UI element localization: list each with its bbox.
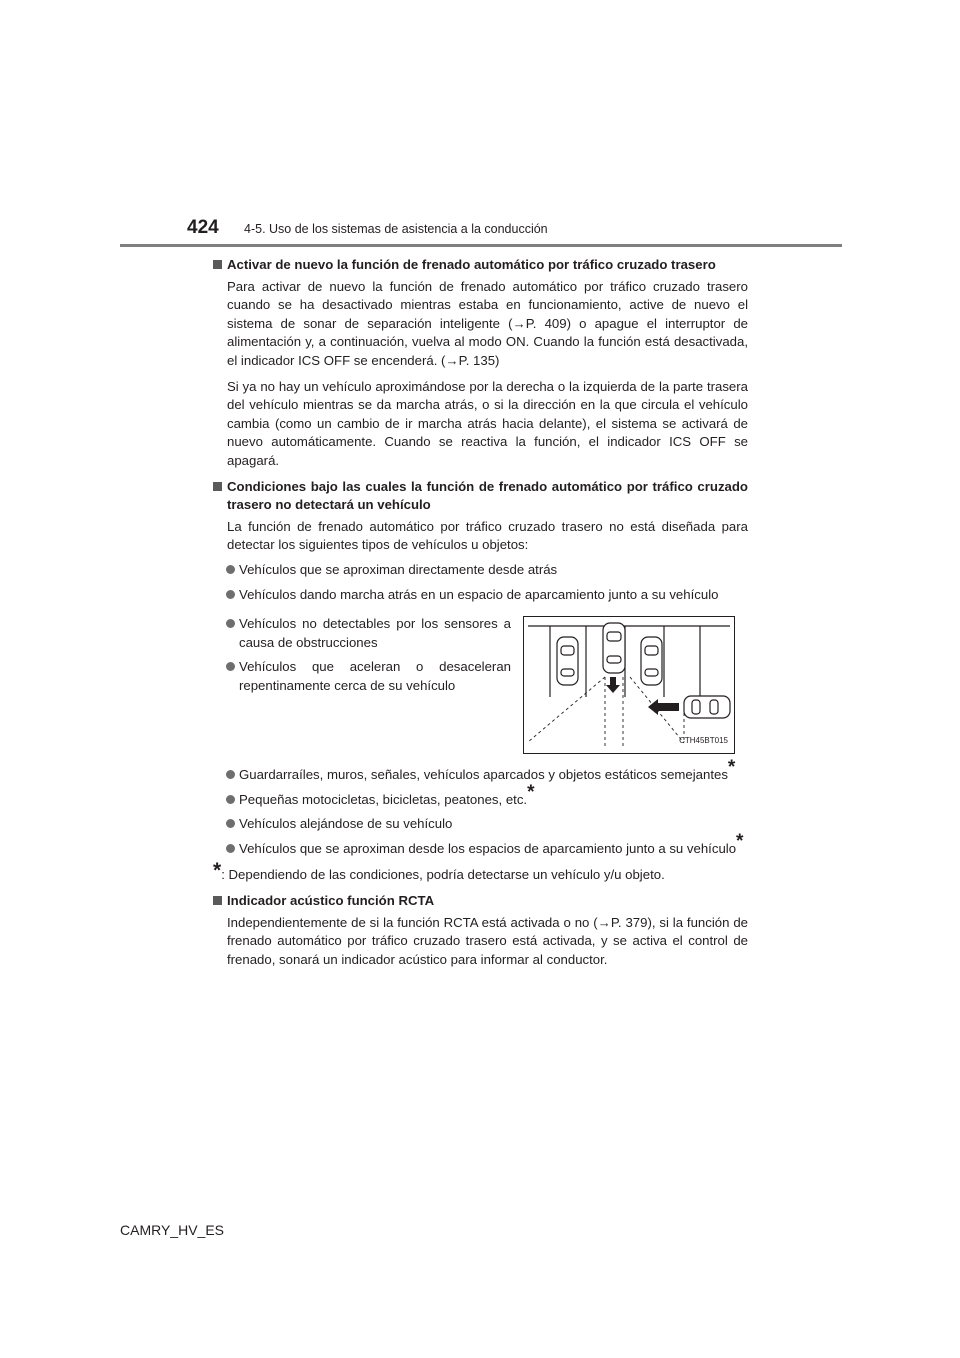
list-item [213,757,748,785]
paragraph-reactivar-1: Para activar de nuevo la función de frenado automático por tráfico cruzado trasero cuando se ha desactivado mientras estaba en funcionamiento, active de nuevo el sistema de sonar de separación inteligente (→P. 409) o apague el interruptor de alimentación y, a continuación, vuelva al modo ON. Cuando la función está desactivada, el indicador ICS OFF se encenderá. (→P. 135) [227,278,748,368]
footnote [213,859,748,885]
figure-row [213,609,748,754]
list-item [213,815,748,834]
bullet-dot-icon [226,795,235,804]
list-item [213,658,511,695]
list-item-text: Guardarraíles, muros, señales, vehículos aparcados y objetos estáticos semejantes [239,767,728,783]
paragraph-reactivar-2: Si ya no hay un vehículo aproximándose por la derecha o la izquierda de la parte trasera del vehículo mientras se da marcha atrás, o si la dirección en la que circula el vehículo cambia (como un cambio de ir marcha atrás hacia delante), el sistema se activará de nuevo automáticamente. Cuando se reactiva la función, el indicador ICS OFF se apagará. [227,378,748,468]
page-number: 424 [187,217,219,238]
asterisk-mark: * [527,781,535,803]
list-item-text: Pequeñas motocicletas, bicicletas, peatones, etc. [239,791,528,807]
list-item [213,830,748,859]
list-item [213,781,748,810]
list-item [213,561,748,580]
list-item-text: Vehículos no detectables por los sensores a causa de obstrucciones [239,616,511,650]
heading-indicador: Indicador acústico función RCTA [213,892,748,911]
paragraph-indicador: Independientemente de si la función RCTA está activada o no (→P. 379), si la función de frenado automático por tráfico cruzado trasero está activada, y se activa el control de frenado, sonará un indicador acústico para informar al conductor. [227,914,748,967]
parking-illustration [523,616,735,754]
heading-reactivar: Activar de nuevo la función de frenado automático por tráfico cruzado trasero [213,256,748,275]
list-item-text: Vehículos dando marcha atrás en un espacio de aparcamiento junto a su vehículo [239,586,719,602]
car-icon [684,696,730,718]
list-item [213,615,511,652]
list-item-text: Vehículos alejándose de su vehículo [239,816,453,832]
asterisk-mark: * [736,830,744,852]
footer-model-code: CAMRY_HV_ES [120,1222,225,1238]
footnote-asterisk: * [213,859,222,883]
bullet-dot-icon [226,844,235,853]
car-icon [557,637,578,685]
bullet-dot-icon [226,662,235,671]
list-item-text: Vehículos que aceleran o desaceleran repentinamente cerca de su vehículo [239,659,511,693]
arrow-left-icon [648,699,679,715]
footnote-text: : Dependiendo de las condiciones, podría detectarse un vehículo y/u objeto. [221,867,665,883]
bullet-dot-icon [226,770,235,779]
list-item-text: Vehículos que se aproximan directamente desde atrás [239,561,558,577]
heading-condiciones: Condiciones bajo las cuales la función de frenado automático por tráfico cruzado trasero no detectará un vehículo [213,478,748,515]
section-header: 4-5. Uso de los sistemas de asistencia a la conducción [244,222,548,236]
car-icon [641,637,662,685]
asterisk-mark: * [727,757,736,779]
list-item-text: Vehículos que se aproximan desde los espacios de aparcamiento junto a su vehículo [239,840,737,856]
header-rule [120,244,842,247]
figure-row-text [213,609,511,754]
bullet-dot-icon [226,590,235,599]
page-content [213,254,748,969]
list-item [213,586,748,605]
figure-code: CTH45BT015 [679,735,728,745]
bullet-dot-icon [226,565,235,574]
arrow-down-icon [606,677,620,693]
paragraph-condiciones-intro: La función de frenado automático por tráfico cruzado trasero no está diseñada para detectar los siguientes tipos de vehículos u objetos: [227,518,748,553]
bullet-dot-icon [226,619,235,628]
bullet-dot-icon [226,819,235,828]
car-icon [603,623,625,673]
